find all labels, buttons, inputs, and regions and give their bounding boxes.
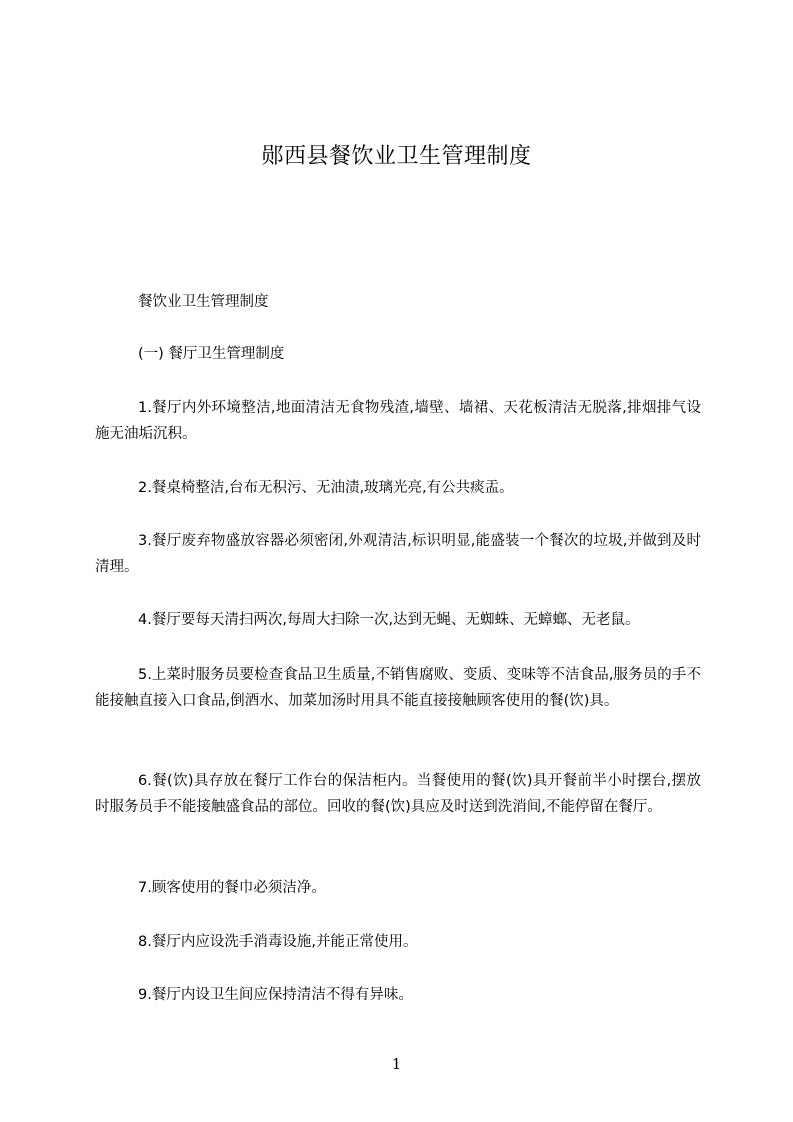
page-number: 1 xyxy=(391,1055,402,1073)
rule-item-2: 2.餐桌椅整洁,台布无积污、无油渍,玻璃光亮,有公共痰盂。 xyxy=(138,480,514,496)
rule-item-1: 1.餐厅内外环境整洁,地面清洁无食物残渣,墙壁、墙裙、天花板清洁无脱落,排烟排气设施无油垢沉积。 xyxy=(95,400,701,442)
rule-item-6: 6.餐(饮)具存放在餐厅工作台的保洁柜内。当餐使用的餐(饮)具开餐前半小时摆台,摆放时服务员手不能接触盛食品的部位。回收的餐(饮)具应及时送到洗消间,不能停留在餐厅。 xyxy=(95,773,701,815)
rule-item-4: 4.餐厅要每天清扫两次,每周大扫除一次,达到无蝇、无蜘蛛、无蟑螂、无老鼠。 xyxy=(138,612,640,628)
document-title: 郧西县餐饮业卫生管理制度 xyxy=(261,144,532,169)
rule-item-9: 9.餐厅内设卫生间应保持清洁不得有异味。 xyxy=(138,987,413,1003)
rule-item-8: 8.餐厅内应设洗手消毒设施,并能正常使用。 xyxy=(138,934,418,950)
rule-item-5: 5.上菜时服务员要检查食品卫生质量,不销售腐败、变质、变味等不洁食品,服务员的手不能接触直接入口食品,倒酒水、加菜加汤时用具不能直接接触顾客使用的餐(饮)具。 xyxy=(95,667,701,709)
rule-item-3: 3.餐厅废弃物盛放容器必须密闭,外观清洁,标识明显,能盛装一个餐次的垃圾,并做到及时清理。 xyxy=(95,533,701,575)
section-heading: 餐饮业卫生管理制度 xyxy=(138,294,269,310)
rule-item-7: 7.顾客使用的餐巾必须洁净。 xyxy=(138,880,326,896)
subsection-heading: (一) 餐厅卫生管理制度 xyxy=(138,346,285,362)
